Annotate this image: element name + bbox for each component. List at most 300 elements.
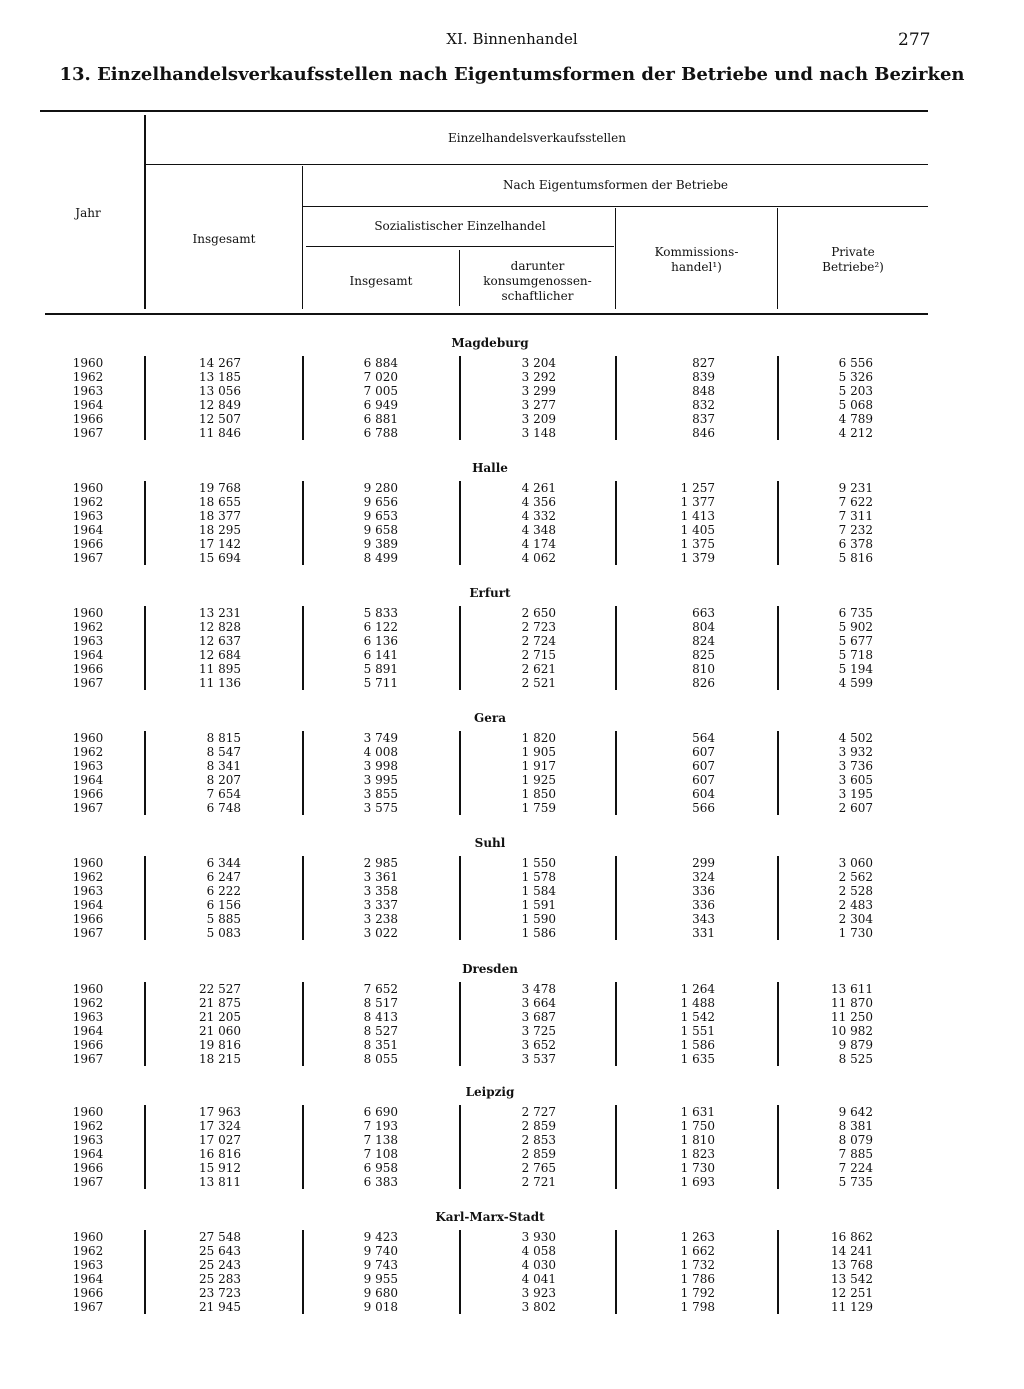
cell-konsum: 3 277 [521,398,556,412]
cell-insgesamt: 13 185 [199,370,241,384]
cell-soz-insgesamt: 9 680 [363,1286,398,1300]
cell-soz-insgesamt: 3 575 [363,801,398,815]
cell-soz-insgesamt: 7 652 [363,982,398,996]
cell-private: 16 862 [831,1230,873,1244]
row-year: 1963 [72,634,104,648]
cell-insgesamt: 18 295 [199,523,241,537]
header-hline-einzel [146,164,928,165]
cell-insgesamt: 19 816 [199,1038,241,1052]
cell-konsum: 4 261 [521,481,556,495]
cell-kommission: 336 [692,898,715,912]
row-year: 1966 [72,787,104,801]
cell-konsum: 4 356 [521,495,556,509]
cell-kommission: 1 750 [680,1119,715,1133]
cell-insgesamt: 8 815 [206,731,241,745]
cell-private: 3 060 [838,856,873,870]
cell-insgesamt: 13 231 [199,606,241,620]
cell-insgesamt: 12 507 [199,412,241,426]
cell-insgesamt: 7 654 [206,787,241,801]
cell-private: 5 203 [838,384,873,398]
cell-kommission: 832 [692,398,715,412]
cell-soz-insgesamt: 6 122 [363,620,398,634]
cell-konsum: 3 725 [521,1024,556,1038]
cell-kommission: 1 257 [680,481,715,495]
header-kommission [616,245,777,275]
cell-insgesamt: 22 527 [199,982,241,996]
cell-kommission: 839 [692,370,715,384]
row-year: 1966 [72,537,104,551]
cell-kommission: 604 [692,787,715,801]
cell-kommission: 804 [692,620,715,634]
cell-soz-insgesamt: 6 881 [363,412,398,426]
header-nach-eigentum: Nach Eigentumsformen der Betriebe [502,178,729,192]
cell-private: 4 789 [838,412,873,426]
cell-konsum: 1 905 [521,745,556,759]
cell-insgesamt: 11 895 [199,662,241,676]
cell-konsum: 1 590 [521,912,556,926]
cell-soz-insgesamt: 3 022 [363,926,398,940]
cell-insgesamt: 12 849 [199,398,241,412]
cell-private: 12 251 [831,1286,873,1300]
row-year: 1962 [72,620,104,634]
row-year: 1960 [72,982,104,996]
header-kommission-line1: Kommissions- [654,245,739,259]
cell-insgesamt: 18 215 [199,1052,241,1066]
row-year: 1963 [72,509,104,523]
cell-kommission: 1 730 [680,1161,715,1175]
row-year: 1964 [72,898,104,912]
cell-insgesamt: 21 205 [199,1010,241,1024]
cell-kommission: 810 [692,662,715,676]
cell-konsum: 1 820 [521,731,556,745]
cell-kommission: 1 635 [680,1052,715,1066]
cell-soz-insgesamt: 8 499 [363,551,398,565]
cell-insgesamt: 11 136 [199,676,241,690]
row-year: 1963 [72,759,104,773]
cell-insgesamt: 13 056 [199,384,241,398]
cell-soz-insgesamt: 3 995 [363,773,398,787]
row-year: 1962 [72,996,104,1010]
cell-insgesamt: 25 283 [199,1272,241,1286]
cell-soz-insgesamt: 9 018 [363,1300,398,1314]
cell-soz-insgesamt: 6 788 [363,426,398,440]
cell-soz-insgesamt: 3 358 [363,884,398,898]
cell-konsum: 1 578 [521,870,556,884]
cell-konsum: 3 537 [521,1052,556,1066]
cell-konsum: 3 204 [521,356,556,370]
cell-konsum: 1 925 [521,773,556,787]
cell-insgesamt: 15 912 [199,1161,241,1175]
row-year: 1967 [72,676,104,690]
cell-private: 5 902 [838,620,873,634]
cell-private: 2 304 [838,912,873,926]
cell-konsum: 2 621 [521,662,556,676]
cell-soz-insgesamt: 8 527 [363,1024,398,1038]
row-year: 1964 [72,523,104,537]
header-private-line1: Private [831,245,875,259]
cell-soz-insgesamt: 8 055 [363,1052,398,1066]
cell-konsum: 3 209 [521,412,556,426]
row-year: 1964 [72,1024,104,1038]
cell-konsum: 2 727 [521,1105,556,1119]
cell-konsum: 2 721 [521,1175,556,1189]
cell-konsum: 3 148 [521,426,556,440]
cell-kommission: 1 792 [680,1286,715,1300]
cell-private: 7 885 [838,1147,873,1161]
cell-private: 3 605 [838,773,873,787]
cell-konsum: 4 062 [521,551,556,565]
cell-private: 13 611 [831,982,873,996]
cell-private: 3 736 [838,759,873,773]
cell-private: 11 250 [831,1010,873,1024]
row-year: 1966 [72,412,104,426]
cell-soz-insgesamt: 9 740 [363,1244,398,1258]
cell-private: 7 232 [838,523,873,537]
row-year: 1962 [72,745,104,759]
cell-kommission: 1 732 [680,1258,715,1272]
cell-soz-insgesamt: 8 351 [363,1038,398,1052]
cell-konsum: 4 041 [521,1272,556,1286]
cell-private: 4 599 [838,676,873,690]
cell-insgesamt: 6 344 [206,856,241,870]
top-rule [40,110,928,112]
cell-insgesamt: 27 548 [199,1230,241,1244]
cell-soz-insgesamt: 3 749 [363,731,398,745]
cell-private: 7 311 [838,509,873,523]
cell-insgesamt: 6 222 [206,884,241,898]
cell-soz-insgesamt: 9 653 [363,509,398,523]
cell-private: 13 768 [831,1258,873,1272]
cell-konsum: 2 859 [521,1147,556,1161]
cell-kommission: 566 [692,801,715,815]
row-year: 1962 [72,495,104,509]
cell-kommission: 331 [692,926,715,940]
cell-kommission: 1 551 [680,1024,715,1038]
cell-kommission: 837 [692,412,715,426]
cell-soz-insgesamt: 7 108 [363,1147,398,1161]
region-title: Erfurt [469,586,511,600]
cell-kommission: 564 [692,731,715,745]
cell-private: 5 068 [838,398,873,412]
cell-private: 2 528 [838,884,873,898]
table-title: 13. Einzelhandelsverkaufsstellen nach Eigentumsformen der Betriebe und nach Bezirken [59,64,965,85]
cell-konsum: 2 724 [521,634,556,648]
cell-insgesamt: 18 655 [199,495,241,509]
cell-private: 5 735 [838,1175,873,1189]
cell-konsum: 4 058 [521,1244,556,1258]
row-year: 1966 [72,1286,104,1300]
header-soz-insgesamt: Insgesamt [349,274,413,288]
cell-private: 11 870 [831,996,873,1010]
cell-soz-insgesamt: 3 337 [363,898,398,912]
row-year: 1960 [72,481,104,495]
region-title: Halle [472,461,508,475]
header-sozialistisch: Sozialistischer Einzelhandel [374,219,546,233]
cell-soz-insgesamt: 8 517 [363,996,398,1010]
row-year: 1964 [72,648,104,662]
row-year: 1967 [72,1300,104,1314]
row-year: 1967 [72,926,104,940]
row-year: 1967 [72,551,104,565]
cell-insgesamt: 18 377 [199,509,241,523]
header-darunter-line2: konsumgenossen- [483,274,592,288]
cell-insgesamt: 14 267 [199,356,241,370]
region-title: Leipzig [465,1085,515,1099]
cell-soz-insgesamt: 9 955 [363,1272,398,1286]
cell-soz-insgesamt: 6 958 [363,1161,398,1175]
cell-private: 5 194 [838,662,873,676]
cell-private: 6 735 [838,606,873,620]
cell-insgesamt: 17 963 [199,1105,241,1119]
cell-konsum: 2 765 [521,1161,556,1175]
cell-soz-insgesamt: 3 855 [363,787,398,801]
cell-kommission: 1 377 [680,495,715,509]
cell-konsum: 3 930 [521,1230,556,1244]
cell-kommission: 1 693 [680,1175,715,1189]
cell-private: 2 562 [838,870,873,884]
region-title: Karl-Marx-Stadt [435,1210,545,1224]
cell-soz-insgesamt: 6 141 [363,648,398,662]
cell-insgesamt: 19 768 [199,481,241,495]
cell-soz-insgesamt: 9 423 [363,1230,398,1244]
cell-soz-insgesamt: 6 136 [363,634,398,648]
section-title: XI. Binnenhandel [446,30,578,48]
cell-konsum: 4 348 [521,523,556,537]
cell-private: 8 079 [838,1133,873,1147]
cell-konsum: 2 521 [521,676,556,690]
row-year: 1962 [72,1244,104,1258]
cell-insgesamt: 17 324 [199,1119,241,1133]
row-year: 1963 [72,384,104,398]
cell-private: 4 502 [838,731,873,745]
row-year: 1960 [72,856,104,870]
cell-konsum: 2 715 [521,648,556,662]
cell-kommission: 825 [692,648,715,662]
cell-konsum: 2 859 [521,1119,556,1133]
cell-konsum: 1 591 [521,898,556,912]
cell-insgesamt: 17 142 [199,537,241,551]
row-year: 1963 [72,1133,104,1147]
cell-private: 1 730 [838,926,873,940]
cell-insgesamt: 15 694 [199,551,241,565]
cell-soz-insgesamt: 8 413 [363,1010,398,1024]
cell-kommission: 1 264 [680,982,715,996]
page-number: 277 [898,30,931,50]
cell-private: 5 326 [838,370,873,384]
cell-insgesamt: 16 816 [199,1147,241,1161]
cell-insgesamt: 8 547 [206,745,241,759]
cell-insgesamt: 8 341 [206,759,241,773]
cell-kommission: 824 [692,634,715,648]
cell-private: 3 932 [838,745,873,759]
header-jahr: Jahr [75,206,101,220]
cell-konsum: 3 664 [521,996,556,1010]
cell-private: 5 718 [838,648,873,662]
cell-kommission: 607 [692,773,715,787]
row-year: 1962 [72,870,104,884]
cell-insgesamt: 25 643 [199,1244,241,1258]
cell-soz-insgesamt: 7 138 [363,1133,398,1147]
row-year: 1960 [72,731,104,745]
header-hline-soz [306,246,614,247]
cell-soz-insgesamt: 7 020 [363,370,398,384]
region-title: Dresden [462,962,518,976]
row-year: 1967 [72,801,104,815]
cell-konsum: 3 292 [521,370,556,384]
cell-private: 14 241 [831,1244,873,1258]
cell-insgesamt: 5 083 [206,926,241,940]
row-year: 1966 [72,1161,104,1175]
cell-konsum: 3 299 [521,384,556,398]
row-year: 1960 [72,606,104,620]
row-year: 1960 [72,1105,104,1119]
cell-soz-insgesamt: 7 005 [363,384,398,398]
cell-soz-insgesamt: 3 998 [363,759,398,773]
row-year: 1960 [72,1230,104,1244]
cell-private: 3 195 [838,787,873,801]
cell-kommission: 848 [692,384,715,398]
cell-konsum: 1 917 [521,759,556,773]
region-title: Magdeburg [451,336,529,350]
cell-konsum: 4 332 [521,509,556,523]
cell-kommission: 1 823 [680,1147,715,1161]
row-year: 1967 [72,1175,104,1189]
cell-soz-insgesamt: 7 193 [363,1119,398,1133]
cell-private: 9 231 [838,481,873,495]
header-kommission-line2: handel¹) [671,260,722,274]
cell-insgesamt: 8 207 [206,773,241,787]
cell-private: 7 224 [838,1161,873,1175]
cell-private: 8 525 [838,1052,873,1066]
cell-kommission: 1 375 [680,537,715,551]
cell-soz-insgesamt: 5 711 [363,676,398,690]
cell-insgesamt: 6 156 [206,898,241,912]
cell-soz-insgesamt: 6 383 [363,1175,398,1189]
cell-kommission: 827 [692,356,715,370]
row-year: 1966 [72,662,104,676]
cell-insgesamt: 21 060 [199,1024,241,1038]
cell-soz-insgesamt: 6 690 [363,1105,398,1119]
cell-konsum: 1 850 [521,787,556,801]
cell-kommission: 1 786 [680,1272,715,1286]
cell-kommission: 343 [692,912,715,926]
cell-soz-insgesamt: 6 949 [363,398,398,412]
cell-konsum: 2 650 [521,606,556,620]
row-year: 1960 [72,356,104,370]
row-year: 1964 [72,398,104,412]
cell-insgesamt: 12 637 [199,634,241,648]
row-year: 1964 [72,773,104,787]
cell-private: 5 816 [838,551,873,565]
cell-konsum: 1 759 [521,801,556,815]
cell-private: 9 642 [838,1105,873,1119]
cell-kommission: 846 [692,426,715,440]
cell-konsum: 3 652 [521,1038,556,1052]
cell-private: 8 381 [838,1119,873,1133]
cell-soz-insgesamt: 3 238 [363,912,398,926]
cell-kommission: 1 662 [680,1244,715,1258]
header-bottom-rule [45,313,928,315]
cell-insgesamt: 5 885 [206,912,241,926]
cell-konsum: 1 586 [521,926,556,940]
cell-kommission: 1 542 [680,1010,715,1024]
region-title: Suhl [474,836,506,850]
cell-kommission: 1 631 [680,1105,715,1119]
row-year: 1963 [72,1258,104,1272]
row-year: 1964 [72,1147,104,1161]
cell-private: 6 378 [838,537,873,551]
cell-kommission: 1 798 [680,1300,715,1314]
cell-insgesamt: 12 684 [199,648,241,662]
cell-insgesamt: 13 811 [199,1175,241,1189]
cell-kommission: 607 [692,745,715,759]
header-darunter-line1: darunter [510,259,565,273]
row-year: 1963 [72,884,104,898]
cell-konsum: 4 174 [521,537,556,551]
cell-insgesamt: 25 243 [199,1258,241,1272]
cell-insgesamt: 12 828 [199,620,241,634]
cell-soz-insgesamt: 9 743 [363,1258,398,1272]
cell-insgesamt: 17 027 [199,1133,241,1147]
cell-kommission: 1 488 [680,996,715,1010]
cell-konsum: 3 687 [521,1010,556,1024]
row-year: 1967 [72,1052,104,1066]
header-insgesamt: Insgesamt [192,232,256,246]
cell-private: 13 542 [831,1272,873,1286]
header-darunter [460,259,615,304]
cell-private: 10 982 [831,1024,873,1038]
cell-insgesamt: 11 846 [199,426,241,440]
cell-insgesamt: 21 945 [199,1300,241,1314]
cell-private: 9 879 [838,1038,873,1052]
header-darunter-line3: schaftlicher [501,289,574,303]
cell-soz-insgesamt: 5 891 [363,662,398,676]
cell-konsum: 2 723 [521,620,556,634]
header-einzelhandel: Einzelhandelsverkaufsstellen [448,131,626,145]
cell-soz-insgesamt: 9 389 [363,537,398,551]
cell-insgesamt: 6 247 [206,870,241,884]
cell-kommission: 663 [692,606,715,620]
row-year: 1966 [72,1038,104,1052]
cell-kommission: 607 [692,759,715,773]
cell-private: 6 556 [838,356,873,370]
cell-soz-insgesamt: 9 658 [363,523,398,537]
cell-kommission: 1 413 [680,509,715,523]
row-year: 1963 [72,1010,104,1024]
cell-kommission: 299 [692,856,715,870]
row-year: 1964 [72,1272,104,1286]
cell-kommission: 1 586 [680,1038,715,1052]
cell-kommission: 1 263 [680,1230,715,1244]
cell-private: 11 129 [831,1300,873,1314]
row-year: 1962 [72,1119,104,1133]
cell-insgesamt: 6 748 [206,801,241,815]
cell-konsum: 1 584 [521,884,556,898]
cell-soz-insgesamt: 2 985 [363,856,398,870]
header-hline-eigentum [303,206,928,207]
cell-kommission: 336 [692,884,715,898]
cell-konsum: 3 923 [521,1286,556,1300]
cell-konsum: 2 853 [521,1133,556,1147]
cell-insgesamt: 21 875 [199,996,241,1010]
cell-kommission: 1 379 [680,551,715,565]
cell-konsum: 4 030 [521,1258,556,1272]
cell-private: 4 212 [838,426,873,440]
cell-konsum: 3 478 [521,982,556,996]
region-title: Gera [474,711,506,725]
row-year: 1966 [72,912,104,926]
cell-soz-insgesamt: 3 361 [363,870,398,884]
